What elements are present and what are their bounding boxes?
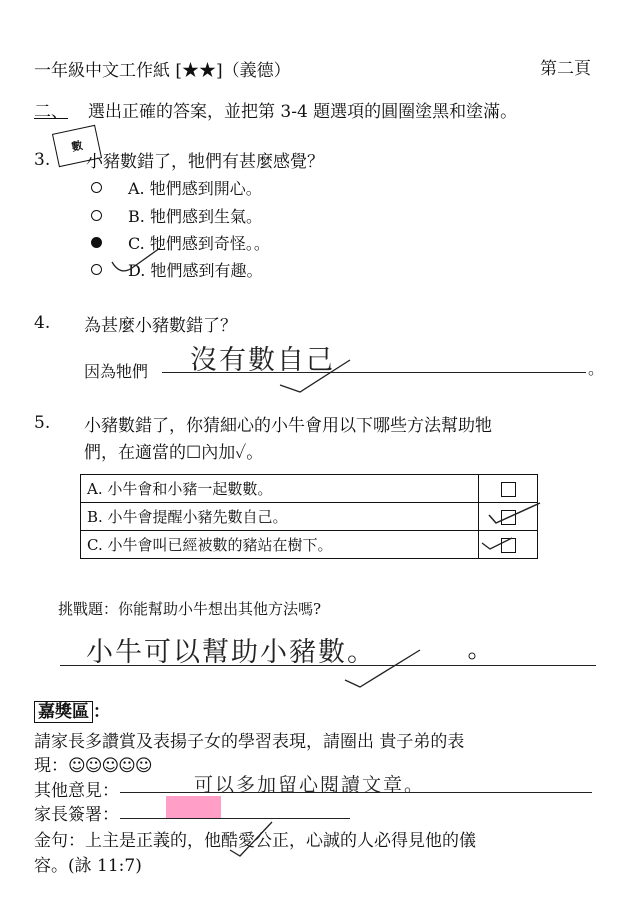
q3-question: 小豬數錯了，牠們有甚麼感覺？ [86,152,324,172]
page-number: 第二頁 [540,59,591,79]
praise-title: 嘉獎區 ： [34,697,110,722]
praise-rating: 現：☺☺☺☺☺ [34,756,152,776]
section-instruction: 選出正確的答案，並把第 3-4 題選項的圓圈塗黑和塗滿。 [88,102,518,122]
signature-label: 家長簽署： [34,805,119,825]
challenge-label: 挑戰題：你能幫助小牛想出其他方法嗎? [58,600,322,618]
section-label: 二、 [34,102,68,122]
q3-option-c: C. 牠們感到奇怪。。 [128,234,270,253]
challenge-small-circle-icon [469,653,475,659]
opinion-handwritten[interactable]: 可以多加留心閱讀文章。 [194,774,426,796]
motto-line2: 容。(詠 11:7) [34,856,142,876]
q4-check-icon [280,360,350,392]
challenge-handwritten-answer[interactable]: 小牛可以幫助小豬數。 [86,637,376,668]
q4-end-mark: 。 [588,359,605,378]
q3-number: 3. [34,150,51,170]
praise-instruction: 請家長多讚賞及表揚子女的學習表現，請圈出 貴子弟的表 [34,732,465,752]
q4-handwritten-answer[interactable]: 沒有數自己 [190,345,335,376]
q4-question: 為甚麼小豬數錯了？ [84,316,237,336]
smiley-rating-icons[interactable]: ☺☺☺☺☺ [68,756,152,776]
q3-option-b: B. 牠們感到生氣。 [128,207,262,226]
q5-row-c-text: C. 小牛會叫已經被數的豬站在樹下。 [81,531,479,559]
q5-row-b-check-icon [489,503,540,523]
q4-answer-prefix: 因為牠們 [84,362,149,381]
reward-sticker-icon: 數 [52,125,102,167]
challenge-check-icon [345,650,420,687]
q3-ink-stroke [112,248,160,271]
motto-check-icon [230,822,272,856]
q4-number: 4. [34,313,51,333]
q5-number: 5. [34,413,51,433]
q5-question-line1: 小豬數錯了，你猜細心的小牛會用以下哪些方法幫助牠 [84,416,492,436]
q5-row-a-text: A. 小牛會和小豬一起數數。 [81,475,479,503]
q3-option-a: A. 牠們感到開心。 [128,179,262,198]
q3-option-d: D. 牠們感到有趣。 [128,261,263,280]
q5-question-line2: 們，在適當的☐內加✓。 [84,443,264,463]
q5-row-c-check-icon [482,538,512,549]
opinion-label: 其他意見： [34,781,119,801]
worksheet-title: 一年級中文工作紙 [★★]（義德） [34,61,291,81]
motto-line1: 金句：上主是正義的，他酷愛公正，心誠的人必得見他的儀 [34,831,476,851]
q5-row-b-text: B. 小牛會提醒小豬先數自己。 [81,503,479,531]
